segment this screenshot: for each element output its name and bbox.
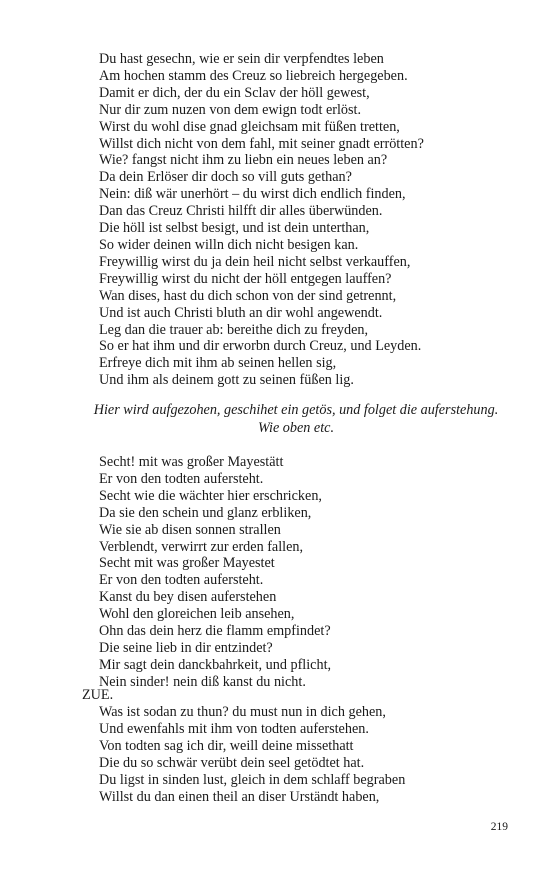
- verse-line: Nein sinder! nein diß kanst du nicht.: [99, 673, 306, 690]
- verse-line: Und ewenfahls mit ihm von todten auferstehen.: [99, 720, 369, 737]
- verse-line: Secht wie die wächter hier erschricken,: [99, 487, 322, 504]
- verse-line: Erfreye dich mit ihm ab seinen hellen sig,: [99, 355, 337, 372]
- verse-line: Dan das Creuz Christi hilfft dir alles überwünden.: [99, 203, 383, 220]
- verse-block-3: [99, 704, 405, 805]
- verse-line: Secht mit was großer Mayestet: [99, 555, 275, 572]
- verse-line: Ohn das dein herz die flamm empfindet?: [99, 623, 331, 640]
- verse-line: Er von den todten aufersteht.: [99, 470, 264, 487]
- stage-direction-line: Hier wird aufgezohen, geschihet ein getös, und folget die auferstehung.: [93, 402, 499, 418]
- verse-line: Secht! mit was großer Mayestätt: [99, 454, 284, 470]
- verse-line: Da sie den schein und glanz erbliken,: [99, 504, 312, 521]
- verse-block-1: [99, 51, 424, 389]
- verse-line: Wohl den gloreichen leib ansehen,: [99, 606, 295, 623]
- verse-line: Kanst du bey disen auferstehen: [99, 589, 277, 606]
- speaker-label: ZUE.: [82, 687, 114, 703]
- verse-line: Er von den todten aufersteht.: [99, 572, 264, 589]
- verse-line: So wider deinen willn dich nicht besigen kan.: [99, 236, 359, 253]
- verse-line: Freywillig wirst du ja dein heil nicht selbst verkauffen,: [99, 253, 411, 270]
- verse-line: Du hast gesechn, wie er sein dir verpfendtes leben: [99, 51, 384, 67]
- verse-block-2: [99, 454, 331, 691]
- verse-line: Was ist sodan zu thun? du must nun in dich gehen,: [99, 704, 386, 720]
- verse-line: Verblendt, verwirrt zur erden fallen,: [99, 538, 304, 555]
- verse-line: So er hat ihm und dir erworbn durch Creuz, und Leyden.: [99, 338, 422, 355]
- verse-line: Freywillig wirst du nicht der höll entgegen lauffen?: [99, 270, 392, 287]
- verse-line: Wie sie ab disen sonnen strallen: [99, 521, 281, 538]
- verse-line: Die höll ist selbst besigt, und ist dein unterthan,: [99, 220, 370, 237]
- verse-line: Nur dir zum nuzen von dem ewign todt erlöst.: [99, 101, 362, 118]
- stage-direction: [80, 402, 512, 437]
- verse-line: Da dein Erlöser dir doch so vill guts gethan?: [99, 169, 352, 186]
- verse-line: Leg dan die trauer ab: bereithe dich zu freyden,: [99, 321, 369, 338]
- verse-line: Am hochen stamm des Creuz so liebreich hergegeben.: [99, 67, 408, 84]
- verse-line: Willst du dan einen theil an diser Urständt haben,: [99, 788, 380, 805]
- verse-line: Du ligst in sinden lust, gleich in dem schlaff begraben: [99, 771, 406, 788]
- stage-direction-line: Wie oben etc.: [257, 419, 335, 436]
- verse-line: Die du so schwär verübt dein seel getödtet hat.: [99, 754, 365, 771]
- verse-line: Und ihm als deinem gott zu seinen füßen lig.: [99, 372, 354, 389]
- verse-line: Willst dich nicht von dem fahl, mit seiner gnadt errötten?: [99, 135, 424, 152]
- verse-line: Von todten sag ich dir, weill deine missethatt: [99, 737, 354, 754]
- page-number: 219: [490, 821, 508, 833]
- verse-line: Wirst du wohl dise gnad gleichsam mit füßen tretten,: [99, 118, 400, 135]
- verse-line: Damit er dich, der du ein Sclav der höll gewest,: [99, 84, 370, 101]
- verse-line: Wan dises, hast du dich schon von der sind getrennt,: [99, 287, 397, 304]
- verse-line: Wie? fangst nicht ihm zu liebn ein neues leben an?: [99, 152, 388, 169]
- verse-line: Mir sagt dein danckbahrkeit, und pflicht,: [99, 656, 332, 673]
- verse-line: Und ist auch Christi bluth an dir wohl angewendt.: [99, 304, 383, 321]
- verse-line: Nein: diß wär unerhört – du wirst dich endlich finden,: [99, 186, 406, 203]
- verse-line: Die seine lieb in dir entzindet?: [99, 639, 273, 656]
